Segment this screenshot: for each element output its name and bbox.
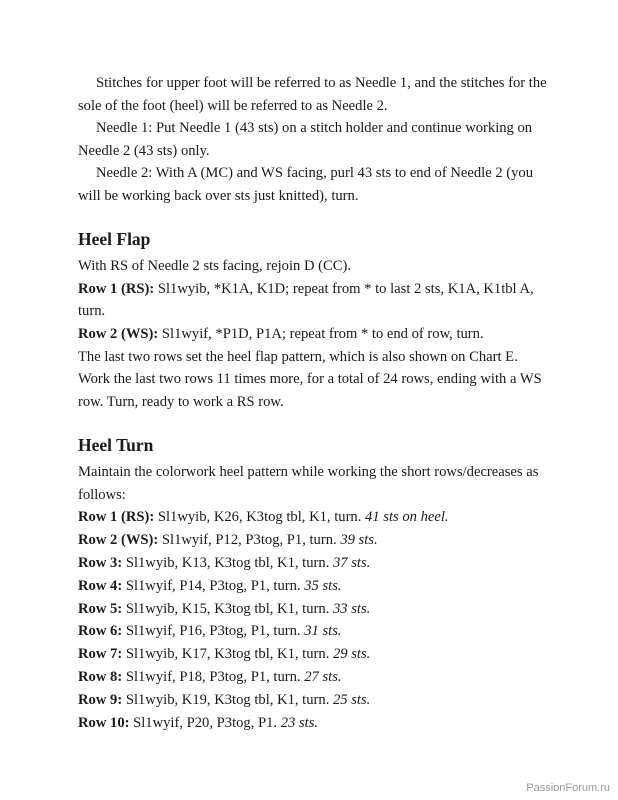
stitch-count: 37 sts. [333,554,371,571]
heel-turn-lead: Maintain the colorwork heel pattern while working the short rows/decreases as follows: [78,464,539,503]
row-text: Sl1wyif, P16, P3tog, P1, turn. [122,623,305,640]
row-text: Sl1wyib, K15, K3tog tbl, K1, turn. [122,600,333,617]
heel-flap-row [78,323,548,346]
row-label: Row 1 (RS): [78,509,155,526]
intro-paragraph-3: Needle 2: With A (MC) and WS facing, purl 43 sts to end of Needle 2 (you will be working back over sts just knitted), turn. [78,165,534,204]
heel-flap-row [78,278,548,324]
heel-flap-closing: The last two rows set the heel flap pattern, which is also shown on Chart E. Work the last two rows 11 times more, for a total of 24 rows, ending with a WS row. Turn, ready to work a RS row. [78,348,542,410]
row-text: Sl1wyib, K17, K3tog tbl, K1, turn. [122,646,333,663]
row-label: Row 10: [78,714,130,731]
stitch-count: 29 sts. [333,646,371,663]
row-text: Sl1wyib, K19, K3tog tbl, K1, turn. [122,691,333,708]
row-text: Sl1wyif, P14, P3tog, P1, turn. [122,577,305,594]
row-text: Sl1wyif, P12, P3tog, P1, turn. [158,532,341,549]
row-label: Row 5: [78,600,123,617]
heel-turn-row [78,643,548,666]
row-text: Sl1wyib, *K1A, K1D; repeat from * to last 2 sts, K1A, K1tbl A, turn. [78,280,534,320]
heel-flap-lead: With RS of Needle 2 sts facing, rejoin D (CC). [78,258,351,274]
heel-flap-heading: Heel Flap [78,229,151,249]
heel-turn-row [78,620,548,643]
watermark: PassionForum.ru [526,782,610,794]
stitch-count: 31 sts. [304,623,342,640]
row-text: Sl1wyib, K13, K3tog tbl, K1, turn. [122,554,333,571]
heel-turn-row [78,689,548,712]
stitch-count: 23 sts. [280,714,319,731]
heel-turn-row [78,575,548,598]
row-label: Row 2 (WS): [78,532,159,549]
row-label: Row 6: [78,623,123,640]
stitch-count: 33 sts. [333,600,371,617]
stitch-count: 39 sts. [340,532,378,549]
heel-turn-row [78,552,548,575]
row-label: Row 2 (WS): [78,326,159,343]
pattern-page [78,72,548,734]
row-label: Row 4: [78,577,123,594]
stitch-count: 35 sts. [304,577,342,594]
row-text: Sl1wyif, P20, P3tog, P1. [129,714,281,731]
stitch-count: 25 sts. [333,691,371,708]
row-label: Row 9: [78,691,123,708]
heel-turn-row [78,666,548,689]
row-text: Sl1wyif, *P1D, P1A; repeat from * to end of row, turn. [158,326,484,343]
row-label: Row 1 (RS): [78,280,155,297]
row-text: Sl1wyif, P18, P3tog, P1, turn. [122,668,305,685]
heel-turn-row [78,712,548,735]
row-label: Row 7: [78,646,123,663]
stitch-count: 41 sts on heel. [365,509,449,526]
row-label: Row 8: [78,668,123,685]
stitch-count: 27 sts. [304,668,342,685]
heel-turn-heading: Heel Turn [78,435,154,456]
intro-paragraph-1: Stitches for upper foot will be referred to as Needle 1, and the stitches for the sole of the foot (heel) will be referred to as Needle 2. [78,75,547,114]
row-text: Sl1wyib, K26, K3tog tbl, K1, turn. [154,509,366,526]
heel-turn-row [78,506,548,529]
heel-turn-row [78,598,548,621]
intro-paragraph-2: Needle 1: Put Needle 1 (43 sts) on a stitch holder and continue working on Needle 2 (43 sts) only. [78,120,533,159]
row-label: Row 3: [78,554,123,571]
heel-turn-row [78,529,548,552]
